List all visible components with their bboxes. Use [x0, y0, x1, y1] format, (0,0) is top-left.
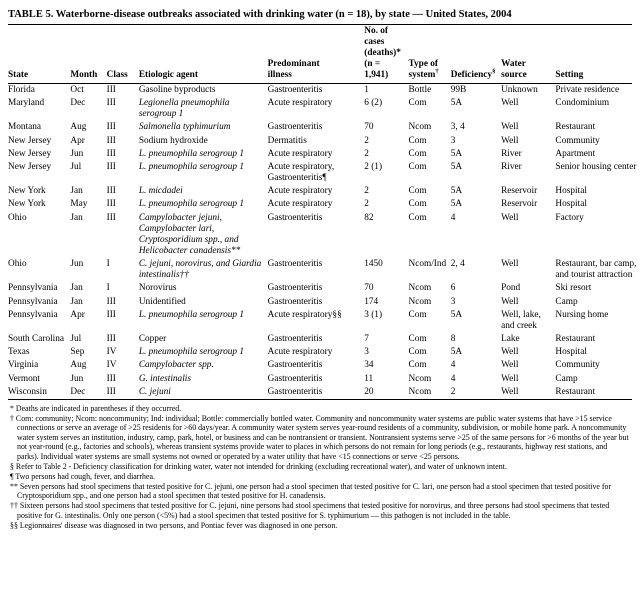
cell-system: Com — [408, 309, 427, 320]
cell-system: Com — [408, 186, 427, 197]
cell-cases: 2 — [364, 148, 369, 159]
cell-month: Jan — [70, 296, 83, 307]
cell-illness: Gastroenteritis — [267, 212, 323, 223]
footnote-text: Two persons had cough, fever, and diarrhea. — [13, 471, 155, 481]
cell-deficiency: 3 — [450, 135, 456, 146]
cell-setting: Community — [555, 360, 600, 371]
table-row — [8, 198, 640, 211]
cell-illness: Acute respiratory — [267, 186, 333, 197]
cell-agent: Norovirus — [138, 283, 177, 294]
cell-setting: Restaurant — [555, 386, 596, 397]
cell-month: Apr — [70, 135, 85, 146]
cell-state: Virginia — [8, 360, 39, 371]
cell-deficiency: 4 — [450, 360, 456, 371]
cell-illness: Gastroenteritis — [267, 373, 323, 384]
cell-illness: Acute respiratory — [267, 347, 333, 358]
cell-deficiency: 5A — [450, 199, 463, 210]
cell-state: Maryland — [8, 98, 45, 109]
column-header-deficiency: Deficiency§ — [450, 67, 496, 80]
cell-state: Wisconsin — [8, 386, 47, 397]
cell-state: Ohio — [8, 212, 27, 223]
cell-illness: Gastroenteritis — [267, 296, 323, 307]
cell-deficiency: 5A — [450, 148, 463, 159]
cell-setting: Apartment — [555, 148, 596, 159]
cell-agent: Campylobacter spp. — [138, 360, 214, 371]
cell-cases: 3 — [364, 347, 369, 358]
header-row — [8, 25, 640, 83]
cell-deficiency: 5A — [450, 186, 463, 197]
cell-agent: L. pneumophila serogroup 1 — [138, 161, 245, 172]
outbreaks-table — [8, 25, 640, 83]
cell-cases: 174 — [364, 296, 379, 307]
cell-month: Jun — [70, 148, 84, 159]
cell-setting: Camp — [555, 296, 578, 307]
cell-state: New Jersey — [8, 135, 52, 146]
footnote-marker: § — [10, 461, 14, 471]
table-row — [8, 148, 640, 161]
cell-class: III — [106, 84, 116, 95]
cell-setting: Community — [555, 135, 600, 146]
cell-cases: 82 — [364, 212, 374, 223]
cell-setting: Restaurant, bar camp, and tourist attraction — [555, 259, 637, 281]
cell-water-source: Well — [501, 212, 519, 223]
cell-water-source: Well — [501, 296, 519, 307]
cell-agent: L. pneumophila serogroup 1 — [138, 148, 245, 159]
cell-cases: 70 — [364, 283, 374, 294]
cell-deficiency: 5A — [450, 347, 463, 358]
cell-class: III — [106, 212, 116, 223]
cell-agent: Unidentified — [138, 296, 186, 307]
cell-deficiency: 5A — [450, 98, 463, 109]
cell-water-source: Well — [501, 386, 519, 397]
cell-month: Jul — [70, 161, 82, 172]
cell-setting: Restaurant — [555, 122, 596, 133]
cell-cases: 1 — [364, 84, 369, 95]
cell-setting: Ski resort — [555, 283, 592, 294]
cell-deficiency: 4 — [450, 373, 456, 384]
cell-cases: 2 — [364, 186, 369, 197]
cell-system: Ncom — [408, 386, 432, 397]
cell-water-source: Well — [501, 360, 519, 371]
footnote-marker: †† — [10, 501, 18, 511]
cell-deficiency: 99B — [450, 84, 467, 95]
cell-deficiency: 6 — [450, 283, 456, 294]
cell-system: Com — [408, 135, 427, 146]
footnote-text: Com: community; Ncom: noncommunity; Ind: individual; Bottle: commercially bottled water. Community and noncommunity water systems are public water systems that have >15 service connections or serve an average of >25 residents for >60 days/year. A community water system serves year-round residents of a community, subdivision, or mobile home park. A noncommunity water system serves an institution, industry, camp, park, hotel, or business and can be nontransient or transient. Nontransient systems serve >25 of the same persons for >6 months of the year but not year-round (e.g., factories and schools), whereas transient systems provide water to places in which persons do not remain for long periods (e.g., restaurants, highway rest stations, and parks). Individual water systems are small systems not owned or operated by a water utility that have <15 connections or serve <25 persons. — [13, 413, 629, 461]
cell-deficiency: 8 — [450, 334, 456, 345]
cell-cases: 11 — [364, 373, 374, 384]
cell-system: Ncom — [408, 283, 432, 294]
cell-system: Com — [408, 148, 427, 159]
cell-system: Com — [408, 161, 427, 172]
cell-illness: Gastroenteritis — [267, 259, 323, 270]
footnote-marker: * — [10, 403, 14, 413]
cell-illness: Acute respiratory — [267, 199, 333, 210]
cell-month: Jul — [70, 334, 82, 345]
table-row — [8, 185, 640, 198]
cell-water-source: Well — [501, 98, 519, 109]
footnote-marker: ** — [10, 481, 18, 491]
cell-setting: Factory — [555, 212, 584, 223]
cell-state: Florida — [8, 84, 35, 95]
cell-class: I — [106, 283, 110, 294]
cell-illness: Gastroenteritis — [267, 334, 323, 345]
cell-setting: Nursing home — [555, 309, 609, 320]
cell-water-source: Well — [501, 347, 519, 358]
table-row — [8, 121, 640, 134]
cell-system: Com — [408, 199, 427, 210]
table-row — [8, 135, 640, 148]
cell-system: Com — [408, 347, 427, 358]
footnote-text: Deaths are indicated in parentheses if they occurred. — [13, 403, 182, 413]
footnote-marker: §§ — [10, 520, 18, 530]
cell-illness: Dermatitis — [267, 135, 307, 146]
cell-water-source: Pond — [501, 283, 521, 294]
cell-state: Pennsylvania — [8, 296, 58, 307]
cell-water-source: River — [501, 161, 522, 172]
cell-water-source: Well — [501, 373, 519, 384]
cell-agent: G. intestinalis — [138, 373, 191, 384]
cell-class: III — [106, 309, 116, 320]
cell-class: IV — [106, 360, 117, 371]
table-row — [8, 97, 640, 121]
cell-water-source: Reservoir — [501, 186, 538, 197]
cell-class: I — [106, 259, 110, 270]
cell-month: Jun — [70, 373, 84, 384]
table-title: TABLE 5. Waterborne-disease outbreaks associated with drinking water (n = 18), by state — United States, 2004 — [8, 9, 512, 20]
cell-setting: Restaurant — [555, 334, 596, 345]
cell-system: Com — [408, 98, 427, 109]
cell-agent: C. jejuni — [138, 386, 171, 397]
cell-deficiency: 3 — [450, 296, 456, 307]
table-row — [8, 333, 640, 346]
footnote-text: Sixteen persons had stool specimens that tested positive for C. jejuni, nine persons had stool specimens that tested positive for norovirus, and three persons had stool specimens that tested positive for G. intestinalis. Only one person (<5%) had a stool specimen that tested positive for S. typhimurium — this pathogen is not included in the table. — [17, 501, 610, 520]
cell-agent: L. micdadei — [138, 186, 183, 197]
cell-state: Montana — [8, 122, 42, 133]
table-row — [8, 309, 640, 333]
cell-class: III — [106, 296, 116, 307]
cell-deficiency: 4 — [450, 212, 456, 223]
outbreaks-table-body — [8, 84, 640, 399]
cell-agent: C. jejuni, norovirus, and Giardia intestinalis†† — [138, 259, 262, 281]
footnotes — [10, 404, 630, 530]
cell-cases: 70 — [364, 122, 374, 133]
cell-class: III — [106, 373, 116, 384]
cell-setting: Senior housing center — [555, 161, 637, 172]
cell-system: Com — [408, 334, 427, 345]
cell-system: Com — [408, 360, 427, 371]
cell-month: Aug — [70, 122, 87, 133]
column-header-class: Class — [106, 70, 128, 80]
cell-cases: 6 (2) — [364, 98, 383, 109]
column-header-system: Type of system† — [408, 59, 439, 80]
cell-deficiency: 2 — [450, 386, 456, 397]
cell-state: New Jersey — [8, 161, 52, 172]
cell-state: New Jersey — [8, 148, 52, 159]
cell-setting: Condominium — [555, 98, 610, 109]
cell-state: Pennsylvania — [8, 283, 58, 294]
cell-agent: Copper — [138, 334, 167, 345]
cell-state: South Carolina — [8, 334, 65, 345]
cell-month: Dec — [70, 386, 86, 397]
cell-cases: 2 — [364, 199, 369, 210]
footnote — [10, 462, 630, 471]
cell-water-source: River — [501, 148, 522, 159]
cell-cases: 34 — [364, 360, 374, 371]
cell-water-source: Well, lake, and creek — [501, 309, 541, 331]
footnote — [10, 404, 630, 413]
cell-month: Aug — [70, 360, 87, 371]
cell-month: Jan — [70, 212, 83, 223]
cell-cases: 3 (1) — [364, 309, 383, 320]
cell-setting: Hospital — [555, 199, 587, 210]
cell-agent: Sodium hydroxide — [138, 135, 208, 146]
cell-deficiency: 2, 4 — [450, 259, 465, 270]
cell-agent: Legionella pneumophila serogroup 1 — [138, 98, 230, 120]
cell-illness: Gastroenteritis — [267, 84, 323, 95]
cell-state: Texas — [8, 347, 30, 358]
cell-month: Jun — [70, 259, 84, 270]
cell-class: III — [106, 334, 116, 345]
cell-system: Com — [408, 212, 427, 223]
cell-water-source: Unknown — [501, 84, 538, 95]
table-row — [8, 373, 640, 386]
column-header-agent: Etiologic agent — [138, 70, 198, 80]
cell-water-source: Well — [501, 122, 519, 133]
column-header-illness: Predominant illness — [267, 59, 320, 80]
cell-cases: 1450 — [364, 259, 383, 270]
cell-class: III — [106, 98, 116, 109]
column-header-water-source: Water source — [501, 59, 527, 80]
cell-illness: Acute respiratory, Gastroenteritis¶ — [267, 161, 335, 184]
cell-illness: Gastroenteritis — [267, 122, 323, 133]
footnote — [10, 482, 630, 501]
cell-state: New York — [8, 186, 46, 197]
cell-agent: L. pneumophila serogroup 1 — [138, 199, 245, 210]
table-row — [8, 296, 640, 309]
table-row — [8, 386, 640, 399]
cell-class: III — [106, 186, 116, 197]
cell-class: III — [106, 122, 116, 133]
table-row — [8, 346, 640, 359]
cell-class: III — [106, 135, 116, 146]
table-row — [8, 359, 640, 372]
rule-bottom — [8, 399, 632, 400]
footnote — [10, 501, 630, 520]
cell-cases: 20 — [364, 386, 374, 397]
cell-cases: 7 — [364, 334, 369, 345]
cell-deficiency: 3, 4 — [450, 122, 465, 133]
cell-deficiency: 5A — [450, 161, 463, 172]
cell-agent: Gasoline byproducts — [138, 84, 216, 95]
cell-class: III — [106, 148, 116, 159]
cell-state: Ohio — [8, 259, 27, 270]
cell-setting: Private residence — [555, 84, 620, 95]
cell-state: New York — [8, 199, 46, 210]
cell-class: III — [106, 199, 116, 210]
table-row — [8, 212, 640, 259]
cell-month: Dec — [70, 98, 86, 109]
cell-class: IV — [106, 347, 117, 358]
table-row — [8, 161, 640, 185]
table-header — [8, 25, 640, 83]
cell-class: III — [106, 386, 116, 397]
cell-agent: L. pneumophila serogroup 1 — [138, 347, 245, 358]
cell-setting: Hospital — [555, 186, 587, 197]
footnote-text: Refer to Table 2 - Deficiency classification for drinking water, water not intended for drinking (excluding recreational water), and water of unknown intent. — [13, 461, 507, 471]
cell-setting: Hospital — [555, 347, 587, 358]
cell-class: III — [106, 161, 116, 172]
cell-water-source: Lake — [501, 334, 520, 345]
cell-agent: Salmonella typhimurium — [138, 122, 231, 133]
cell-illness: Acute respiratory — [267, 148, 333, 159]
footnote — [10, 472, 630, 481]
cell-system: Ncom — [408, 122, 432, 133]
column-header-setting: Setting — [555, 70, 584, 80]
column-header-month: Month — [70, 70, 98, 80]
footnote — [10, 521, 630, 530]
table-row — [8, 258, 640, 282]
cell-system: Ncom — [408, 373, 432, 384]
cell-month: Sep — [70, 347, 85, 358]
footnote-text: Legionnaires' disease was diagnosed in two persons, and Pontiac fever was diagnosed in one person. — [17, 520, 338, 530]
cell-illness: Gastroenteritis — [267, 283, 323, 294]
footnote-marker: ¶ — [10, 471, 14, 481]
cell-agent: Campylobacter jejuni, Campylobacter lari, Cryptosporidium spp., and Helicobacter canadensis** — [138, 212, 241, 256]
cell-month: Jan — [70, 283, 83, 294]
cell-water-source: Reservoir — [501, 199, 538, 210]
cell-water-source: Well — [501, 135, 519, 146]
table-body — [8, 84, 640, 399]
cell-system: Bottle — [408, 84, 432, 95]
cell-water-source: Well — [501, 259, 519, 270]
cell-illness: Gastroenteritis — [267, 386, 323, 397]
cell-month: May — [70, 199, 88, 210]
cell-state: Pennsylvania — [8, 309, 58, 320]
column-header-state: State — [8, 70, 29, 80]
cell-cases: 2 (1) — [364, 161, 383, 172]
footnote-text: Seven persons had stool specimens that tested positive for C. jejuni, one person had a stool specimen that tested positive for C. lari, one person had a stool specimen that tested positive for Cryptosporidium spp., and one person had a stool specimen that tested positive for H. canadensis. — [17, 481, 612, 501]
cell-month: Oct — [70, 84, 84, 95]
cell-state: Vermont — [8, 373, 41, 384]
table-row — [8, 282, 640, 295]
cell-deficiency: 5A — [450, 309, 463, 320]
cell-illness: Acute respiratory§§ — [267, 309, 342, 320]
cell-system: Ncom/Ind — [408, 259, 447, 270]
cell-system: Ncom — [408, 296, 432, 307]
cell-illness: Acute respiratory — [267, 98, 333, 109]
cell-setting: Camp — [555, 373, 578, 384]
cell-agent: L. pneumophila serogroup 1 — [138, 309, 245, 320]
footnote — [10, 414, 630, 461]
footnote-marker: † — [10, 413, 14, 423]
cell-month: Jan — [70, 186, 83, 197]
column-header-cases: No. of cases (deaths)* (n = 1,941) — [364, 26, 401, 80]
cell-cases: 2 — [364, 135, 369, 146]
cell-illness: Gastroenteritis — [267, 360, 323, 371]
cell-month: Apr — [70, 309, 85, 320]
table-row — [8, 84, 640, 97]
